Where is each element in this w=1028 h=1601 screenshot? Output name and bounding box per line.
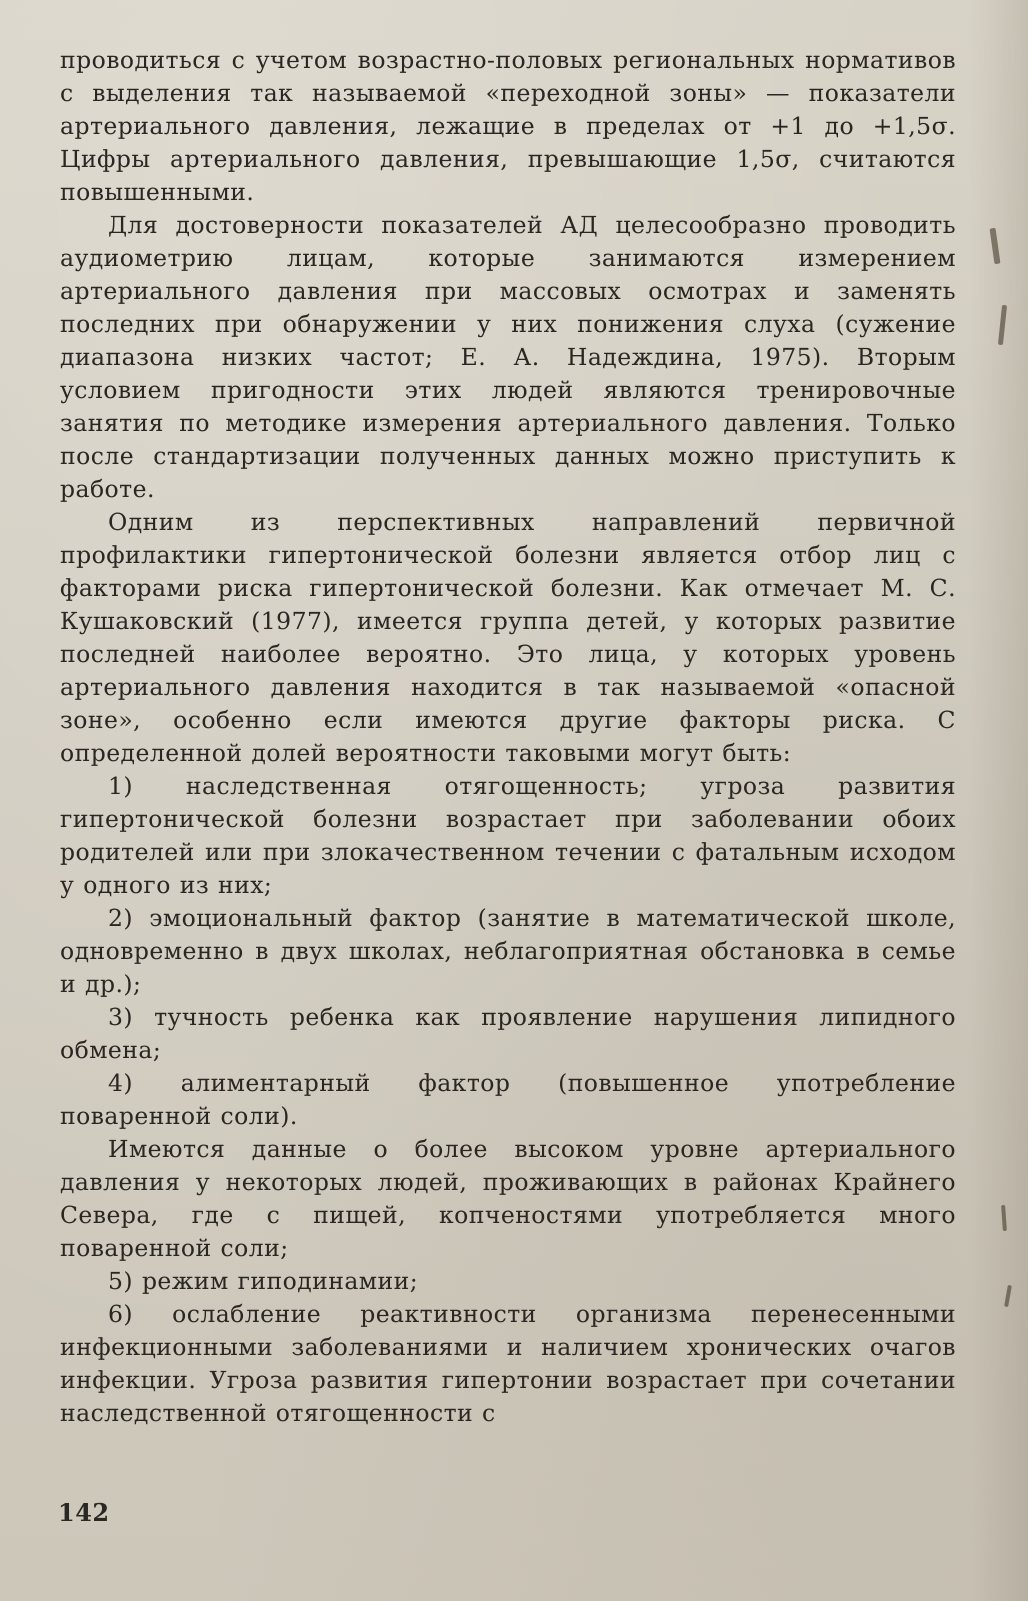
list-item-alimentary: 4) алиментарный фактор (повышенное употребление поваренной соли).	[60, 1069, 956, 1130]
paragraph-audiometry: Для достоверности показателей АД целесообразно проводить аудиометрию лицам, которые занимаются измерением артериального давления при массовых осмотрах и заменять последних при обнаружении у них понижения слуха (сужение диапазона низких частот; Е. А. Надеждина, 1975). Вторым условием пригодности этих людей являются тренировочные занятия по методике измерения артериального давления. Только после стандартизации полученных данных можно приступить к работе.	[60, 211, 956, 503]
list-item-hypodynamia: 5) режим гиподинамии;	[108, 1267, 419, 1295]
page-shadow-edge	[968, 0, 1028, 1601]
body-text	[60, 44, 956, 1430]
list-item-reactivity: 6) ослабление реактивности организма перенесенными инфекционными заболеваниями и наличием хронических очагов инфекции. Угроза развития гипертонии возрастает при сочетании наследственной отягощенности с	[60, 1300, 956, 1427]
page-number: 142	[58, 1498, 110, 1527]
paragraph-risk-factors-intro: Одним из перспективных направлений первичной профилактики гипертонической болезни является отбор лиц с факторами риска гипертонической болезни. Как отмечает М. С. Кушаковский (1977), имеется группа детей, у которых развитие последней наиболее вероятно. Это лица, у которых уровень артериального давления находится в так называемой «опасной зоне», особенно если имеются другие факторы риска. С определенной долей вероятности таковыми могут быть:	[60, 508, 956, 767]
list-item-emotional: 2) эмоциональный фактор (занятие в математической школе, одновременно в двух школах, неблагоприятная обстановка в семье и др.);	[60, 904, 956, 998]
list-item-obesity: 3) тучность ребенка как проявление нарушения липидного обмена;	[60, 1003, 956, 1064]
list-item-heredity: 1) наследственная отягощенность; угроза развития гипертонической болезни возрастает при заболевании обоих родителей или при злокачественном течении с фатальным исходом у одного из них;	[60, 772, 956, 899]
paragraph-continuation: проводиться с учетом возрастно-половых региональных нормативов с выделения так называемой «переходной зоны» — показатели артериального давления, лежащие в пределах от +1 до +1,5σ. Цифры артериального давления, превышающие 1,5σ, считаются повышенными.	[60, 46, 956, 206]
paragraph-far-north: Имеются данные о более высоком уровне артериального давления у некоторых людей, проживающих в районах Крайнего Севера, где с пищей, копченостями употребляется много поваренной соли;	[60, 1135, 956, 1262]
